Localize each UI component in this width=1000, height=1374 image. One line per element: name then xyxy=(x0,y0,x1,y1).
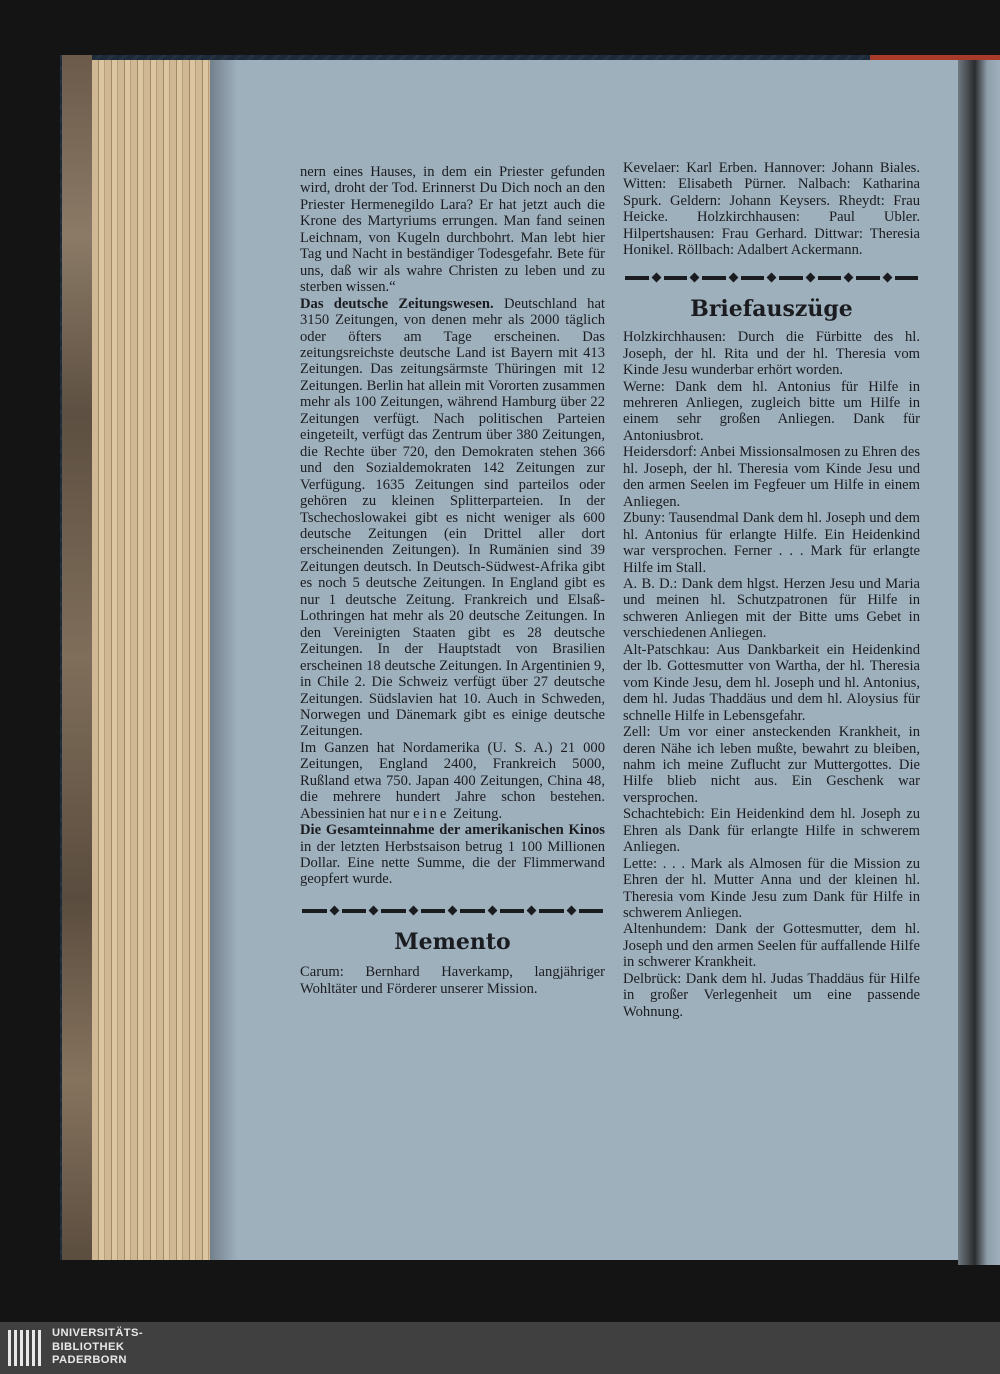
news-item-newspapers xyxy=(300,296,605,740)
letter-entry: Werne: Dank dem hl. Antonius für Hilfe in mehreren Anliegen, zugleich bitte um Hilfe in einem sehr großen Anliegen. Dank für Antoniusbrot. xyxy=(623,378,920,444)
news-item-totals xyxy=(300,740,605,822)
library-logo-text xyxy=(52,1327,143,1368)
memento-body: Carum: Bernhard Haverkamp, langjähriger Wohltäter und Förderer unserer Mission. xyxy=(300,964,605,997)
logo-line: BIBLIOTHEK xyxy=(52,1340,125,1353)
intro-paragraph: nern eines Hauses, in dem ein Priester gefunden wird, droht der Tod. Erinnerst Du Dich noch an den Priester Hermenegildo Lara? Er hat jetzt auch die Krone des Martyriums errungen. Man fand seinen Leichnam, von Kugeln durchbohrt. Man lebt hier Tag und Nacht in beständiger Todesgefahr. Bete für uns, daß wir als wahre Christen zu leben und zu sterben wissen.“ xyxy=(300,164,605,296)
library-footer xyxy=(0,1322,1000,1374)
ornamental-divider xyxy=(623,273,920,283)
left-column xyxy=(300,164,605,997)
marbled-edge xyxy=(62,55,92,1260)
news-item-body: in der letzten Herbstsaison betrug 1 100 Millionen Dollar. Eine nette Summe, die der Flimmerwand geopfert wurde. xyxy=(300,838,605,888)
news-item-body: Deutschland hat 3150 Zeitungen, von denen mehr als 2000 täglich oder öfters am Tage erscheinen. Das zeitungsreichste deutsche Land ist Bayern mit 413 Zeitungen. Das zeitungsärmste Thüringen mit 12 Zeitungen. Berlin hat allein mit Vororten zusammen mehr als 100 Zeitungen, während Hamburg über 22 Zeitungen verfügt. Nach politischen Parteien eingeteilt, verfügt das Zentrum über 380 Zeitungen, die Rechte über 720, den Demokraten stehen 366 und den Sozialdemokraten 142 Zeitungen zur Verfügung. 1635 Zeitungen sind parteilos oder gehören zu kleinen Splitterparteien. In der Tschechoslowakei gibt es nicht weniger als 600 deutsche Zeitungen (ein Drittel aller dort erscheinenden Zeitungen). In Rumänien sind 39 Zeitungen deutsch. In Deutsch-Südwest-Afrika gibt es noch 5 deutsche Zeitungen. In England gibt es nur 1 deutsche Zeitung. Frankreich und Elsaß-Lothringen hat mehr als 20 deutsche Zeitungen. In den Vereinigten Staaten gibt es 28 deutsche Zeitungen. In der Hauptstadt von Brasilien erscheinen 18 deutsche Zeitungen. In Argentinien 9, in Chile 2. Die Schweiz verfügt über 27 deutsche Zeitungen. Südslavien hat 10. Auch in Schweden, Norwegen und Dänemark gibt es einige deutsche Zeitungen. xyxy=(300,295,605,740)
letter-entry: Delbrück: Dank dem hl. Judas Thaddäus für Hilfe in großer Verlegenheit um eine passende Wohnung. xyxy=(623,970,920,1020)
news-item-body: Im Ganzen hat Nordamerika (U. S. A.) 21 000 Zeitungen, England 2400, Frankreich 5000, Rußland etwa 750. Japan 400 Zeitungen, China 48, die mehrere hundert Jahre schon bestehen. Abessinien hat nur xyxy=(300,739,605,822)
letter-entry: Holzkirchhausen: Durch die Fürbitte des hl. Joseph, der hl. Rita und der hl. Theresia vom Kinde Jesu wunderbar erhört worden. xyxy=(623,329,920,379)
letter-entry: Schachtebich: Ein Heidenkind dem hl. Joseph zu Ehren als Dank für erlangte Hilfe in schwerem Anliegen. xyxy=(623,806,920,856)
letter-entry: A. B. D.: Dank dem hlgst. Herzen Jesu und Maria und meinen hl. Schutzpatronen für Hilfe in schweren Anliegen mit der Bitte ums Gebet in verschiedenen Anliegen. xyxy=(623,575,920,642)
page-shadow xyxy=(210,60,238,1260)
news-item-title: Die Gesamteinnahme der amerikanischen Kinos xyxy=(300,822,605,839)
emphasis-text: eine xyxy=(413,805,450,822)
news-item-body: Zeitung. xyxy=(453,805,503,822)
ornamental-divider xyxy=(300,906,605,916)
library-logo-icon xyxy=(8,1330,42,1366)
logo-line: PADERBORN xyxy=(52,1354,127,1366)
letters-heading: Briefauszüge xyxy=(690,295,853,322)
page-block-edges xyxy=(92,60,214,1260)
letter-entry: Zell: Um vor einer ansteckenden Krankheit, in deren Nähe ich leben mußte, bewahrt zu bleiben, nahm ich meine Zuflucht zur Muttergottes. Die Hilfe blieb nicht aus. Ein Geschenk war versprochen. xyxy=(623,724,920,806)
book-gutter xyxy=(958,60,1000,1265)
memento-continued: Kevelaer: Karl Erben. Hannover: Johann Biales. Witten: Elisabeth Pürner. Nalbach: Katharina Spurk. Geldern: Johann Keysers. Rheydt: Frau Heicke. Holzkirchhausen: Paul Ubler. Hilpertshausen: Frau Gerhard. Dittwar: Theresia Honikel. Röllbach: Adalbert Ackermann. xyxy=(623,160,920,259)
right-column xyxy=(623,160,920,1020)
letter-entry: Zbuny: Tausendmal Dank dem hl. Joseph und dem hl. Antonius für erlangte Hilfe. Ein Heidenkind war versprochen. Ferner . . . Mark für erlangte Hilfe im Stall. xyxy=(623,510,920,576)
letter-entry: Lette: . . . Mark als Almosen für die Mission zu Ehren der hl. Mutter Anna und der kleinen hl. Theresia vom Kinde Jesu zum Dank für Hilfe in schwerem Anliegen. xyxy=(623,855,920,922)
letter-entry: Heidersdorf: Anbei Missionsalmosen zu Ehren des hl. Joseph, der hl. Theresia vom Kinde Jesu und den armen Seelen im Fegfeuer um Hilfe in einem Anliegen. xyxy=(623,444,920,510)
news-item-cinema xyxy=(300,822,605,888)
memento-heading: Memento xyxy=(394,928,511,955)
logo-line: UNIVERSITÄTS- xyxy=(52,1327,143,1339)
letter-entry: Altenhundem: Dank der Gottesmutter, dem hl. Joseph und den armen Seelen für auffallende Hilfe in schwerer Krankheit. xyxy=(623,921,920,971)
news-item-title: Das deutsche Zeitungswesen. xyxy=(300,295,494,312)
letter-entry: Alt-Patschkau: Aus Dankbarkeit ein Heidenkind der lb. Gottesmutter von Wartha, der hl. Theresia vom Kinde Jesu, dem hl. Joseph und hl. Antonius, dem hl. Judas Thaddäus und dem hl. Aloysius für schnelle Hilfe in Lebensgefahr. xyxy=(623,641,920,724)
